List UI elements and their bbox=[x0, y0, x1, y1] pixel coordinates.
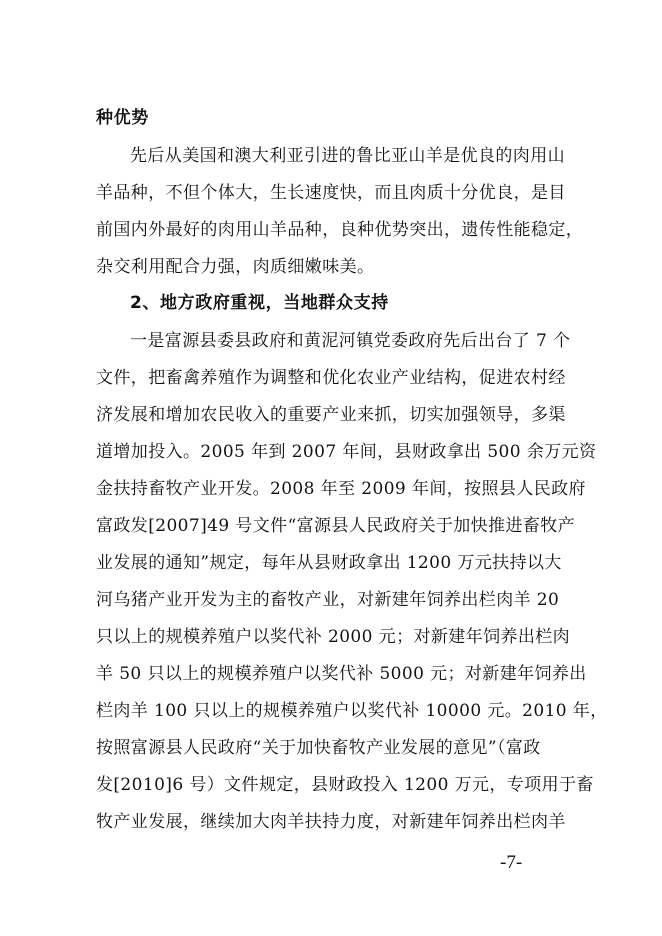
paragraph-line: 牧产业发展，继续加大肉羊扶持力度，对新建年饲养出栏肉羊 bbox=[96, 812, 566, 832]
paragraph-line: 业发展的通知”规定，每年从县财政拿出 1200 万元扶持以大 bbox=[96, 553, 562, 573]
paragraph-line: 道增加投入。2005 年到 2007 年间，县财政拿出 500 余万元资 bbox=[96, 442, 597, 462]
paragraph-line: 羊 50 只以上的规模养殖户以奖代补 5000 元；对新建年饲养出 bbox=[96, 664, 587, 684]
paragraph-line: 济发展和增加农民收入的重要产业来抓，切实加强领导，多渠 bbox=[96, 405, 566, 425]
paragraph-line: 河乌猪产业开发为主的畜牧产业，对新建年饲养出栏肉羊 20 bbox=[96, 590, 560, 610]
paragraph-line: 栏肉羊 100 只以上的规模养殖户以奖代补 10000 元。2010 年， bbox=[96, 701, 608, 721]
paragraph-line: 文件，把畜禽养殖作为调整和优化农业产业结构，促进农村经 bbox=[96, 368, 566, 388]
paragraph-line: 羊品种，不但个体大，生长速度快，而且肉质十分优良，是目 bbox=[96, 183, 566, 203]
paragraph-line: 只以上的规模养殖户以奖代补 2000 元；对新建年饲养出栏肉 bbox=[96, 627, 571, 647]
paragraph-line: 杂交利用配合力强，肉质细嫩味美。 bbox=[96, 257, 375, 277]
paragraph-line: 先后从美国和澳大利亚引进的鲁比亚山羊是优良的肉用山 bbox=[130, 146, 565, 166]
paragraph-line: 一是富源县委县政府和黄泥河镇党委政府先后出台了 7 个 bbox=[130, 331, 571, 351]
paragraph-line: 前国内外最好的肉用山羊品种，良种优势突出，遗传性能稳定， bbox=[96, 220, 584, 240]
page-number: -7- bbox=[500, 852, 523, 873]
heading-continuation: 种优势 bbox=[96, 108, 149, 128]
paragraph-line: 按照富源县人民政府“关于加快畜牧产业发展的意见”（富政 bbox=[96, 738, 541, 758]
paragraph-line: 金扶持畜牧产业开发。2008 年至 2009 年间，按照县人民政府 bbox=[96, 479, 586, 499]
section-heading: 2、地方政府重视，当地群众支持 bbox=[130, 293, 389, 313]
paragraph-line: 发[2010]6 号）文件规定，县财政投入 1200 万元，专项用于畜 bbox=[96, 775, 594, 795]
paragraph-line: 富政发[2007]49 号文件“富源县人民政府关于加快推进畜牧产 bbox=[96, 516, 576, 536]
